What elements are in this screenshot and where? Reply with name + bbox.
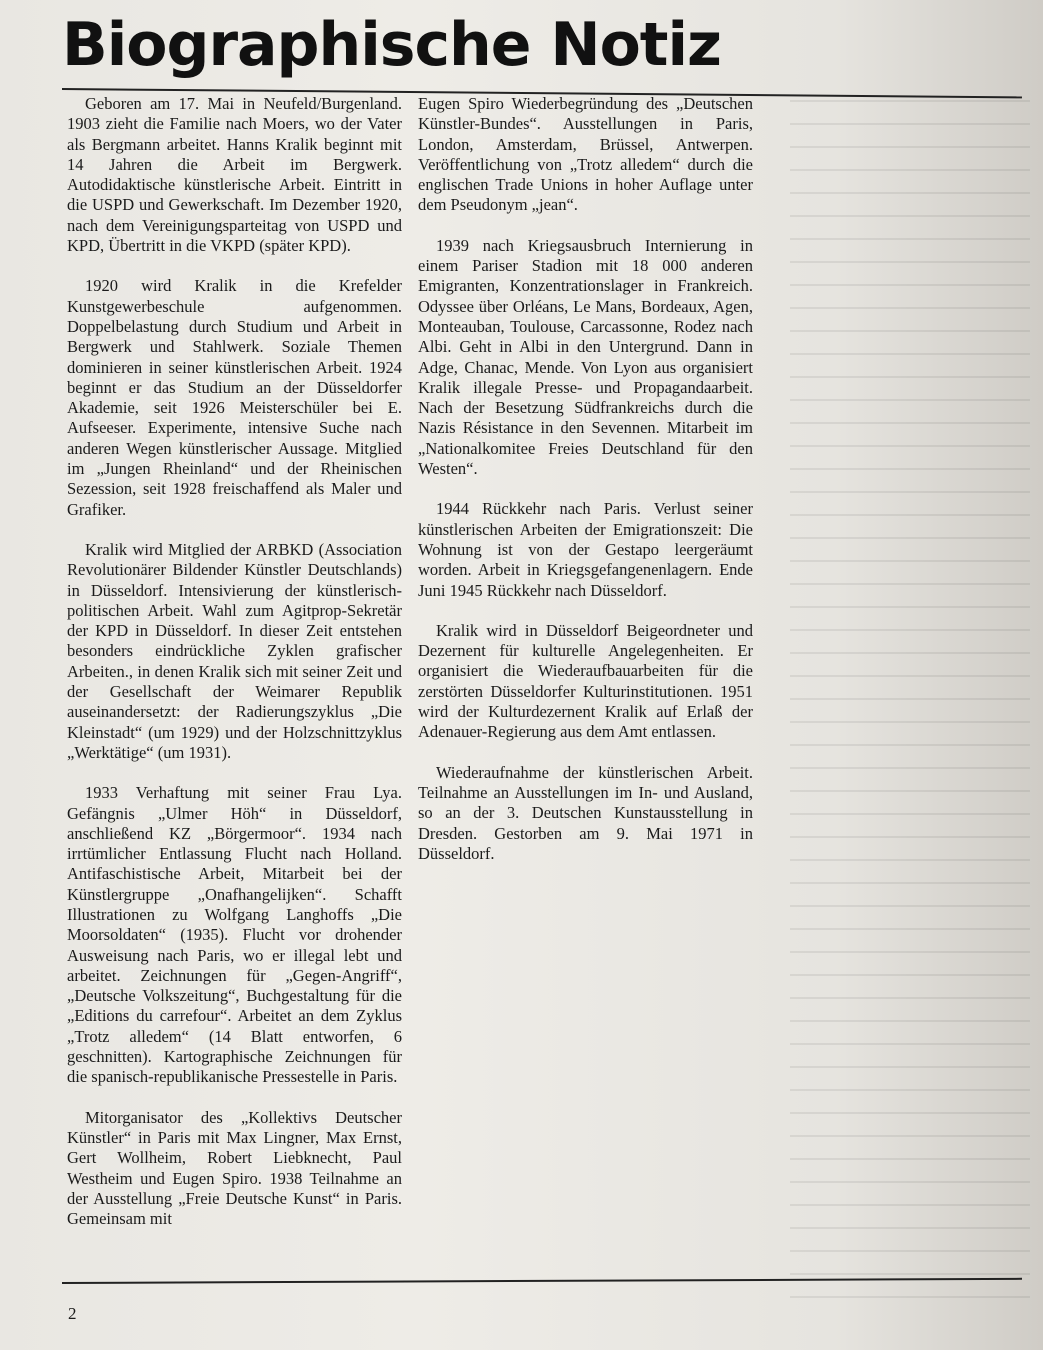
page-heading: Biographische Notiz — [62, 10, 721, 80]
paragraph-kollektiv: Mitorganisator des „Kollektivs Deutscher Künstler“ in Paris mit Max Lingner, Max Ernst, Gert Wollheim, Robert Liebknecht, Paul Westheim und Eugen Spiro. 1938 Teilnahme an der Ausstellung „Freie Deutsche Kunst“ in Paris. Gemeinsam mit — [67, 1107, 402, 1229]
left-column — [67, 94, 402, 1249]
paragraph-arbkd: Kralik wird Mitglied der ARBKD (Association Revolutionärer Bildender Künstler Deutschlands) in Düsseldorf. Intensivierung der künstlerisch-politischen Arbeit. Wahl zum Agitprop-Sekretär der KPD in Düsseldorf. In dieser Zeit entstehen besonders eindrückliche Zyklen grafischer Arbeiten., in denen Kralik sich mit seiner Zeit und der Gesellschaft der Weimarer Republik auseinandersetzt: der Radierungszyklus „Die Kleinstadt“ (um 1929) und der Holzschnittzyklus „Werktätige“ (um 1931). — [67, 539, 402, 762]
page-number: 2 — [68, 1304, 77, 1323]
paragraph-wiederaufnahme: Wiederaufnahme der künstlerischen Arbeit. Teilnahme an Ausstellungen im In- und Ausland, so an der 3. Deutschen Kunstausstellung in Dresden. Gestorben am 9. Mai 1971 in Düsseldorf. — [418, 762, 753, 863]
bleed-through-texture — [790, 100, 1030, 1300]
paragraph-1933: 1933 Verhaftung mit seiner Frau Lya. Gefängnis „Ulmer Höh“ in Düsseldorf, anschließend KZ „Börgermoor“. 1934 nach irrtümlicher Entlassung Flucht nach Holland. Antifaschistische Arbeit, Mitarbeit bei der Künstlergruppe „Onafhangelijken“. Schafft Illustrationen zu Wolfgang Langhoffs „Die Moorsoldaten“ (1935). Flucht vor drohender Ausweisung nach Paris, wo er illegal lebt und arbeitet. Zeichnungen für „Gegen-Angriff“, „Deutsche Volkszeitung“, Buchgestaltung für die „Editions du carrefour“. Arbeitet an dem Zyklus „Trotz alledem“ (14 Blatt entworfen, 6 geschnitten). Kartographische Zeichnungen für die spanisch-republikanische Pressestelle in Paris. — [67, 783, 402, 1087]
paragraph-1944: 1944 Rückkehr nach Paris. Verlust seiner künstlerischen Arbeiten der Emigrationszeit: Die Wohnung ist von der Gestapo leergeräumt worden. Arbeit in Kriegsgefangenenlagern. Ende Juni 1945 Rückkehr nach Düsseldorf. — [418, 499, 753, 600]
paragraph-1939: 1939 nach Kriegsausbruch Internierung in einem Pariser Stadion mit 18 000 anderen Emigranten, Konzentrationslager in Frankreich. Odyssee über Orléans, Le Mans, Bordeaux, Agen, Monteauban, Toulouse, Carcassonne, Rodez nach Albi. Geht in Albi in den Untergrund. Dann in Adge, Chanac, Mende. Von Lyon aus organisiert Kralik illegale Presse- und Propagandaarbeit. Nach der Besetzung Südfrankreichs durch die Nazis Résistance in den Sevennen. Mitarbeit im „Nationalkomitee Freies Deutschland für den Westen“. — [418, 235, 753, 479]
paragraph-dezernent: Kralik wird in Düsseldorf Beigeordneter und Dezernent für kulturelle Angelegenheiten. Er organisiert die Wiederaufbauarbeiten für die zerstörten Düsseldorfer Kulturinstitutionen. 1951 wird der Kulturdezernent Kralik auf Erlaß der Adenauer-Regierung aus dem Amt entlassen. — [418, 620, 753, 742]
right-column — [418, 94, 753, 884]
paragraph-birth: Geboren am 17. Mai in Neufeld/Burgenland. 1903 zieht die Familie nach Moers, wo der Vater als Bergmann arbeitet. Hanns Kralik beginnt mit 14 Jahren die Arbeit im Bergwerk. Autodidaktische künstlerische Arbeit. Eintritt in die USPD und Gewerkschaft. Im Dezember 1920, nach dem Vereinigungsparteitag von USPD und KPD, Übertritt in die VKPD (später KPD). — [67, 94, 402, 256]
paragraph-continuation: Eugen Spiro Wiederbegründung des „Deutschen Künstler-Bundes“. Ausstellungen in Paris, London, Amsterdam, Brüssel, Antwerpen. Veröffentlichung von „Trotz alledem“ durch die englischen Trade Unions in hoher Auflage unter dem Pseudonym „jean“. — [418, 94, 753, 215]
paragraph-krefeld: 1920 wird Kralik in die Krefelder Kunstgewerbeschule aufgenommen. Doppelbelastung durch Studium und Arbeit in Bergwerk und Stahlwerk. Soziale Themen dominieren in seiner künstlerischen Arbeit. 1924 beginnt er das Studium an der Düsseldorfer Akademie, seit 1926 Meisterschüler bei E. Aufseeser. Experimente, intensive Suche nach anderen Wegen künstlerischer Aussage. Mitglied im „Jungen Rheinland“ und der Rheinischen Sezession, seit 1928 freischaffend als Maler und Grafiker. — [67, 276, 402, 519]
